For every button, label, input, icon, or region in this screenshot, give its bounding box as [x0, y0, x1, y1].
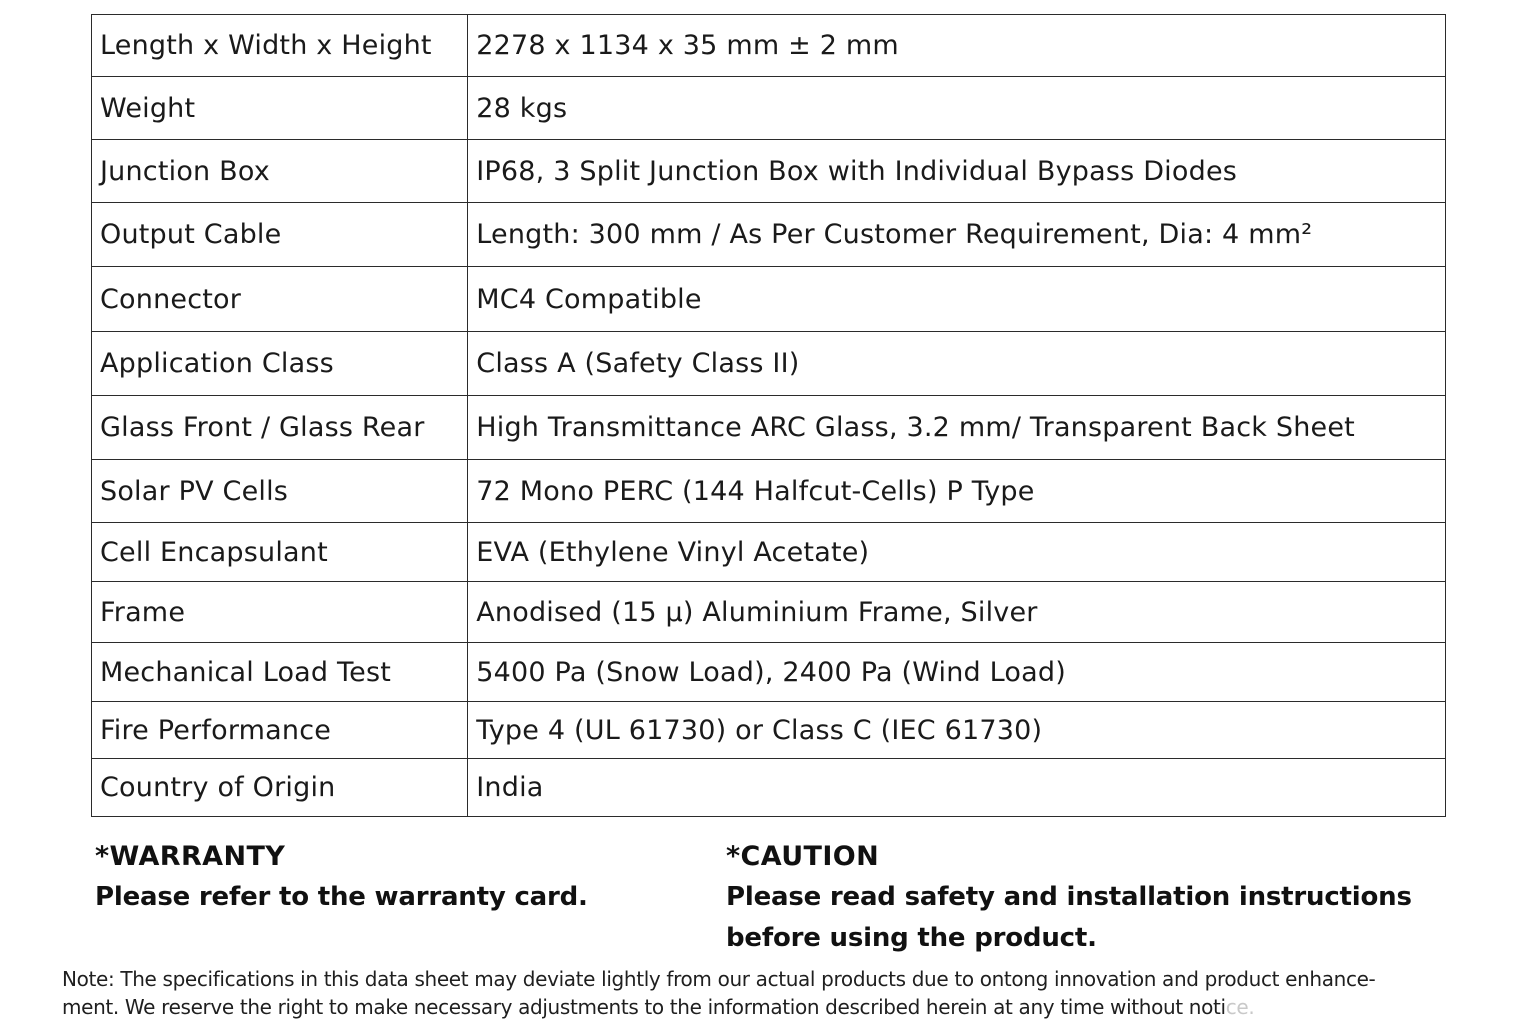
- spec-value: India: [468, 759, 1446, 817]
- spec-value: 28 kgs: [468, 77, 1446, 140]
- spec-label: Glass Front / Glass Rear: [92, 396, 468, 460]
- spec-value: Length: 300 mm / As Per Customer Requirement, Dia: 4 mm²: [468, 203, 1446, 267]
- table-row: [92, 332, 1446, 396]
- note-line-1: Note: The specifications in this data sheet may deviate lightly from our actual products due to ontong innovation and product enhance-: [62, 967, 1376, 991]
- table-row: [92, 759, 1446, 817]
- spec-label: Output Cable: [92, 203, 468, 267]
- table-row: [92, 523, 1446, 582]
- spec-label: Cell Encapsulant: [92, 523, 468, 582]
- table-row: [92, 203, 1446, 267]
- table-row: [92, 77, 1446, 140]
- spec-value: 72 Mono PERC (144 Halfcut-Cells) P Type: [468, 460, 1446, 523]
- caution-text-line-1: Please read safety and installation instructions: [726, 882, 1412, 912]
- spec-value: High Transmittance ARC Glass, 3.2 mm/ Transparent Back Sheet: [468, 396, 1446, 460]
- spec-value: Type 4 (UL 61730) or Class C (IEC 61730): [468, 702, 1446, 759]
- table-row: [92, 140, 1446, 203]
- table-row: [92, 643, 1446, 702]
- caution-notice: [726, 837, 1486, 959]
- spec-label: Frame: [92, 582, 468, 643]
- warranty-text: Please refer to the warranty card.: [95, 882, 588, 912]
- table-row: [92, 396, 1446, 460]
- table-row: [92, 15, 1446, 77]
- specifications-table: [91, 14, 1446, 817]
- spec-label: Weight: [92, 77, 468, 140]
- warranty-title: *WARRANTY: [95, 841, 286, 872]
- spec-value: MC4 Compatible: [468, 267, 1446, 332]
- note-line-2-text: ment. We reserve the right to make necessary adjustments to the information described herein at any time without noti: [62, 995, 1226, 1019]
- spec-label: Mechanical Load Test: [92, 643, 468, 702]
- spec-label: Country of Origin: [92, 759, 468, 817]
- caution-text-line-2: before using the product.: [726, 923, 1097, 953]
- spec-label: Length x Width x Height: [92, 15, 468, 77]
- spec-value: Class A (Safety Class II): [468, 332, 1446, 396]
- table-row: [92, 702, 1446, 759]
- caution-title: *CAUTION: [726, 841, 880, 872]
- spec-value: IP68, 3 Split Junction Box with Individual Bypass Diodes: [468, 140, 1446, 203]
- spec-label: Application Class: [92, 332, 468, 396]
- warranty-notice: [95, 837, 695, 918]
- spec-value: Anodised (15 μ) Aluminium Frame, Silver: [468, 582, 1446, 643]
- spec-label: Fire Performance: [92, 702, 468, 759]
- spec-label: Junction Box: [92, 140, 468, 203]
- spec-label: Connector: [92, 267, 468, 332]
- spec-label: Solar PV Cells: [92, 460, 468, 523]
- spec-value: 2278 x 1134 x 35 mm ± 2 mm: [468, 15, 1446, 77]
- spec-value: EVA (Ethylene Vinyl Acetate): [468, 523, 1446, 582]
- table-row: [92, 582, 1446, 643]
- disclaimer-note: [62, 965, 1522, 1021]
- note-line-2: [62, 993, 1522, 1021]
- table-row: [92, 267, 1446, 332]
- table-row: [92, 460, 1446, 523]
- note-line-2-faded-text: ce.: [1225, 995, 1255, 1019]
- spec-value: 5400 Pa (Snow Load), 2400 Pa (Wind Load): [468, 643, 1446, 702]
